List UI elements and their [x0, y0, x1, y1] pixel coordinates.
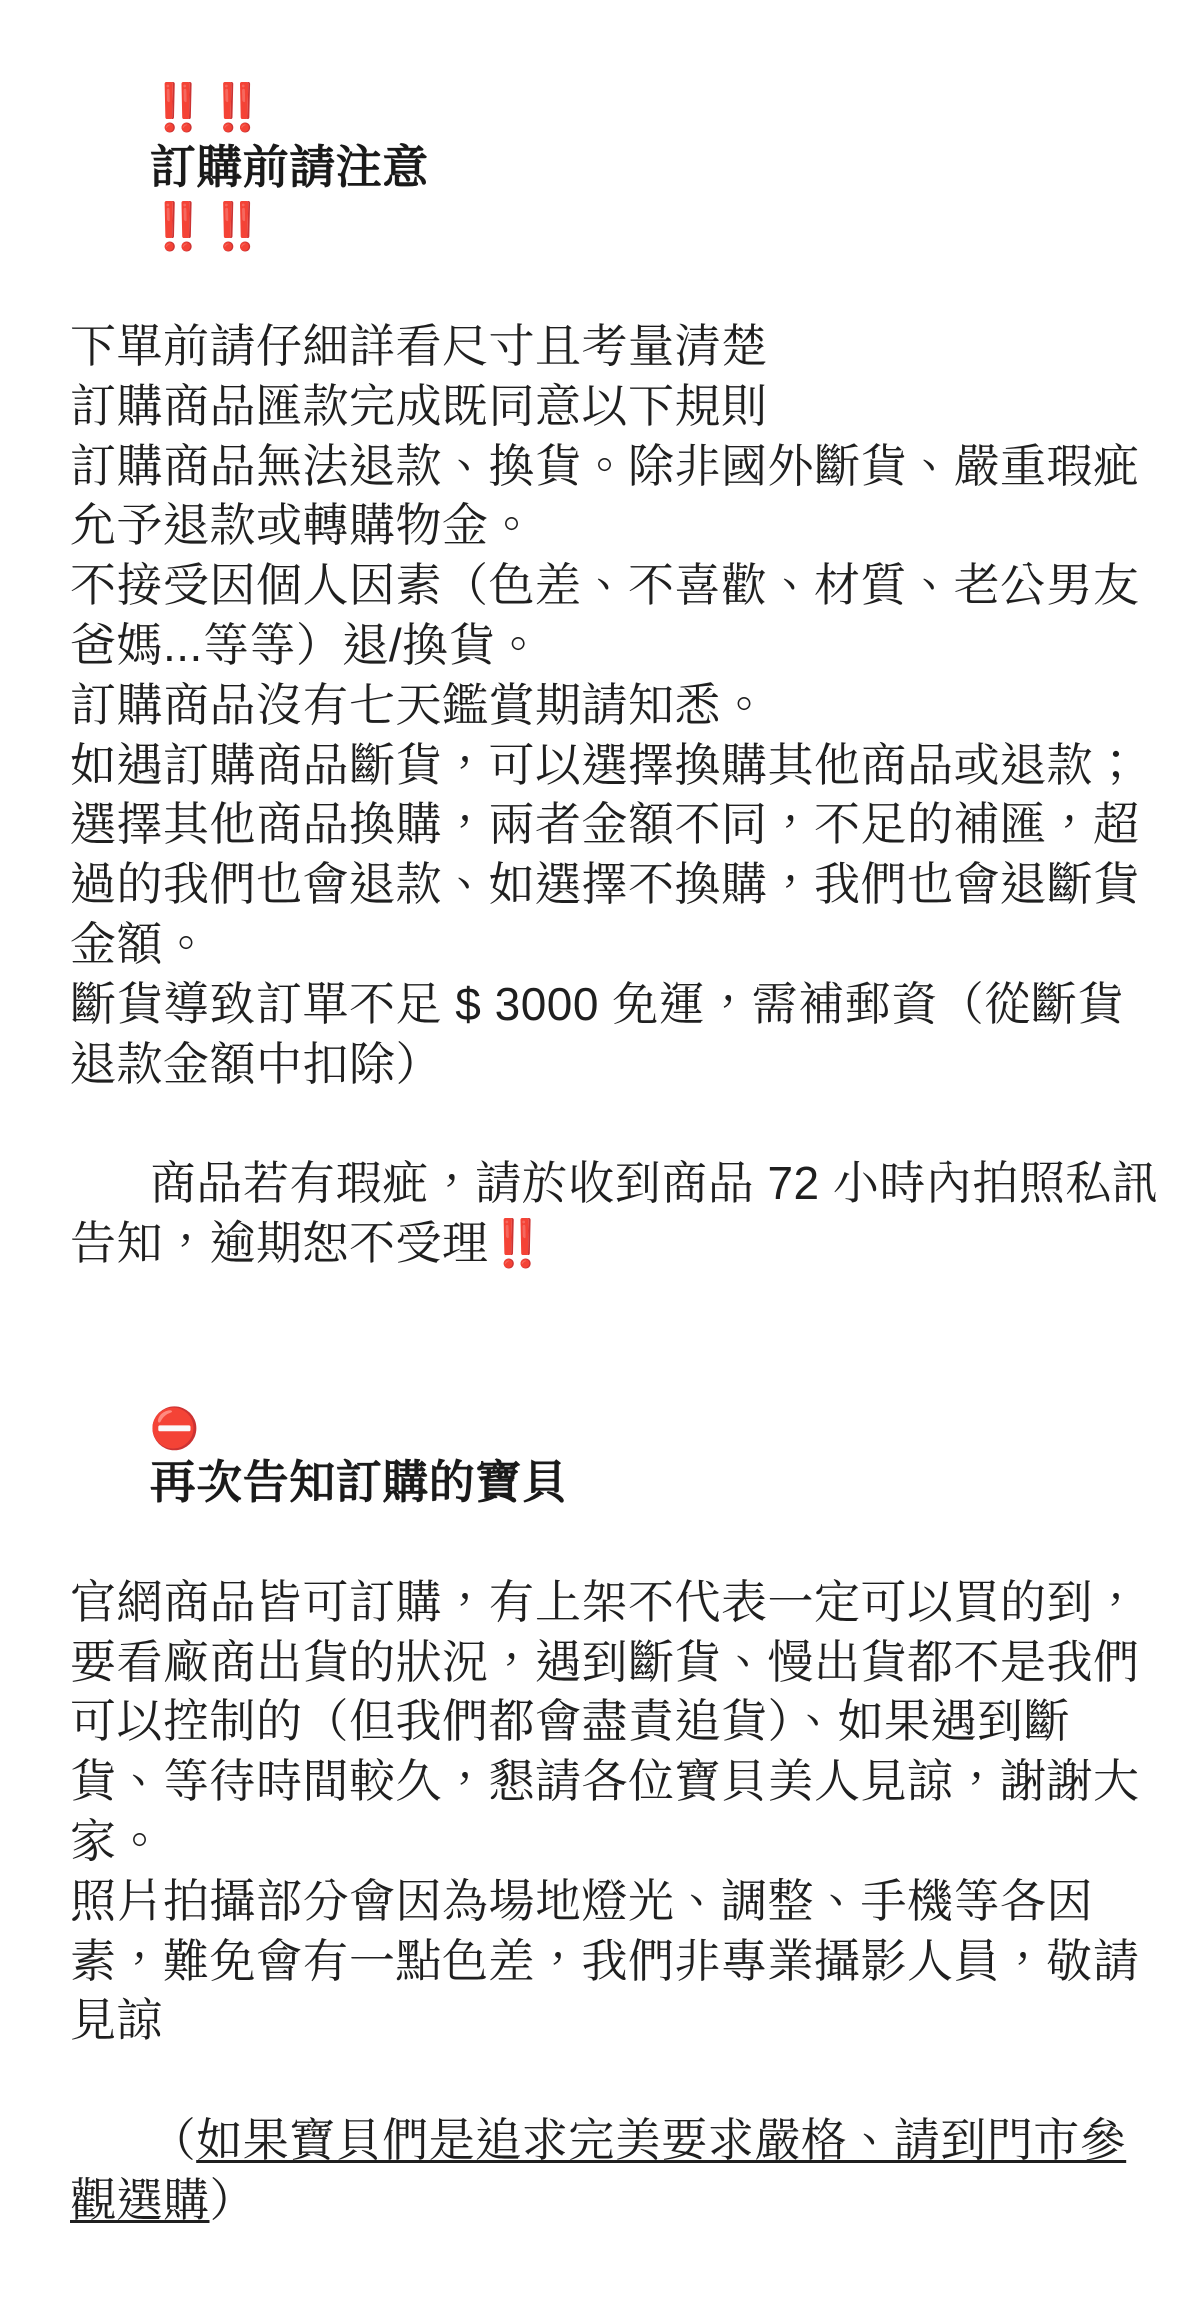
stop-sign-icon: ⛔	[149, 1407, 200, 1452]
closing-close-paren: ）	[209, 2173, 256, 2226]
closing-open-paren: （	[149, 2113, 197, 2166]
notice-line-1: 下單前請仔細詳看尺寸且考量清楚	[70, 319, 768, 372]
notice-line-2: 訂購商品匯款完成既同意以下規則	[70, 379, 768, 432]
notice-line-8-row	[70, 1094, 1160, 1333]
section2-line-1: 官網商品皆可訂購，有上架不代表一定可以買的到，要看廠商出貨的狀況，遇到斷貨、慢出貨都不是我們可以控制的（但我們都會盡責追貨）、如果遇到斷貨、等待時間較久，懇請各位寶貝美人見諒，謝謝大家。	[70, 1575, 1140, 1867]
notice-line-4: 不接受因個人因素（色差、不喜歡、材質、老公男友爸媽...等等）退/換貨。	[70, 559, 1140, 671]
notice-line-7: 斷貨導致訂單不足 $ 3000 免運，需補郵資（從斷貨退款金額中扣除）	[70, 977, 1124, 1090]
double-exclamation-icon-right: ‼️‼️	[149, 200, 267, 253]
closing-note-underlined: 如果寶貝們是追求完美要求嚴格、請到門市參觀選購	[70, 2113, 1127, 2226]
page-title: 訂購前請注意	[149, 140, 429, 193]
order-notice-block	[70, 18, 1160, 2290]
notice-line-3: 訂購商品無法退款、換貨。除非國外斷貨、嚴重瑕疵允予退款或轉購物金。	[70, 439, 1140, 552]
section2-line-2: 照片拍攝部分會因為場地燈光、調整、手機等各因素，難免會有一點色差，我們非專業攝影人員，敬請見諒	[70, 1874, 1140, 2047]
double-exclamation-icon-inline: ‼️	[488, 1216, 547, 1269]
double-exclamation-icon-left: ‼️‼️	[149, 80, 267, 133]
section2-heading: 再次告知訂購的寶貝	[149, 1456, 569, 1509]
notice-line-8: 商品若有瑕疵，請於收到商品 72 小時內拍照私訊告知，逾期恕不受理	[70, 1157, 1159, 1269]
notice-title-row	[70, 18, 1160, 317]
notice-line-6: 如遇訂購商品斷貨，可以選擇換購其他商品或退款；選擇其他商品換購，兩者金額不同，不足的補匯，超過的我們也會退款、如選擇不換購，我們也會退斷貨金額。	[70, 738, 1140, 970]
section2-heading-row	[70, 1334, 1160, 1573]
notice-line-5: 訂購商品沒有七天鑑賞期請知悉。	[70, 678, 768, 731]
closing-note-row	[70, 2051, 1160, 2290]
